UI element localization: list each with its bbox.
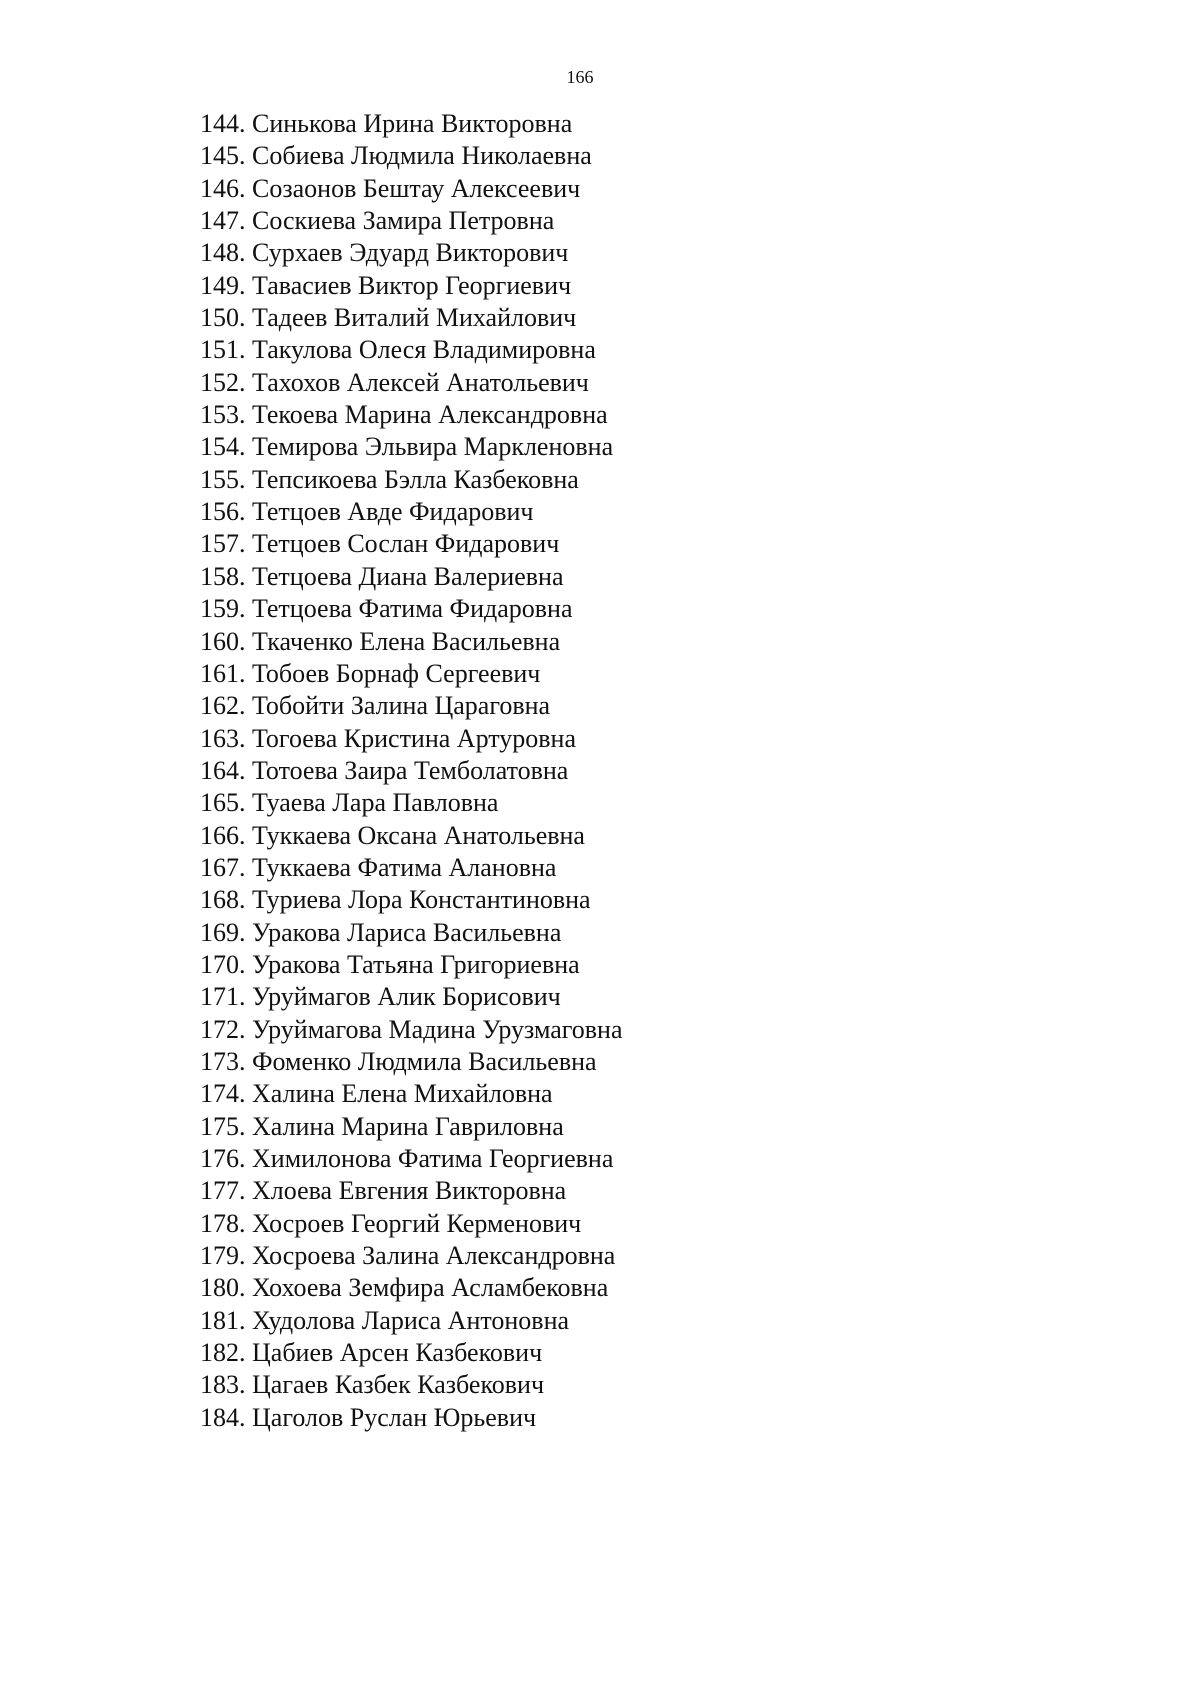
list-item (200, 658, 623, 690)
person-name: Туккаева Оксана Анатольевна (252, 820, 585, 850)
person-name: Туриева Лора Константиновна (252, 885, 591, 915)
person-name: Текоева Марина Александровна (252, 400, 608, 430)
list-item (200, 981, 623, 1013)
item-number: 180. (200, 1273, 246, 1303)
list-item (200, 1337, 623, 1369)
item-number: 179. (200, 1241, 246, 1271)
person-name: Тахохов Алексей Анатольевич (252, 367, 589, 397)
person-name: Цагаев Казбек Казбекович (252, 1370, 545, 1400)
page-number: 166 (566, 67, 594, 87)
item-number: 177. (200, 1176, 246, 1206)
person-name: Ткаченко Елена Васильевна (252, 626, 561, 656)
person-name: Цабиев Арсен Казбекович (252, 1338, 543, 1368)
item-number: 164. (200, 755, 246, 785)
item-number: 183. (200, 1370, 246, 1400)
item-number: 147. (200, 206, 246, 236)
person-name: Тадеев Виталий Михайлович (252, 303, 577, 333)
item-number: 145. (200, 141, 246, 171)
item-number: 153. (200, 400, 246, 430)
person-name: Фоменко Людмила Васильевна (252, 1046, 597, 1076)
person-name: Соскиева Замира Петровна (252, 206, 555, 236)
list-item (200, 496, 623, 528)
list-item (200, 1175, 623, 1207)
item-number: 144. (200, 109, 246, 138)
list-item (200, 593, 623, 625)
person-name: Уракова Лариса Васильевна (252, 917, 562, 947)
person-name: Хлоева Евгения Викторовна (252, 1176, 567, 1206)
person-name: Собиева Людмила Николаевна (252, 141, 592, 171)
item-number: 172. (200, 1014, 246, 1044)
person-name: Тепсикоева Бэлла Казбековна (252, 464, 579, 494)
list-item (200, 820, 623, 852)
list-item (200, 1305, 623, 1337)
list-item (200, 626, 623, 658)
item-number: 168. (200, 885, 246, 915)
person-name: Уруймагова Мадина Урузмаговна (252, 1014, 623, 1044)
list-item (200, 1046, 623, 1078)
item-number: 146. (200, 173, 246, 203)
person-name: Туккаева Фатима Алановна (252, 852, 557, 882)
item-number: 150. (200, 303, 246, 333)
list-item (200, 205, 623, 237)
item-number: 171. (200, 982, 246, 1012)
item-number: 155. (200, 464, 246, 494)
person-name: Уруймагов Алик Борисович (252, 982, 561, 1012)
item-number: 176. (200, 1144, 246, 1173)
item-number: 161. (200, 658, 246, 688)
list-item (200, 1240, 623, 1272)
person-name: Тобоев Борнаф Сергеевич (252, 658, 541, 688)
person-name: Тавасиев Виктор Георгиевич (252, 270, 572, 300)
item-number: 170. (200, 949, 246, 979)
list-item (200, 1014, 623, 1046)
item-number: 184. (200, 1402, 246, 1432)
list-item (200, 302, 623, 334)
list-item (200, 367, 623, 399)
person-name: Созаонов Бештау Алексеевич (252, 173, 581, 203)
item-number: 163. (200, 723, 246, 753)
list-item (200, 173, 623, 205)
list-item (200, 334, 623, 366)
list-item (200, 399, 623, 431)
item-number: 173. (200, 1046, 246, 1076)
list-item (200, 1272, 623, 1304)
person-name: Тетцоев Авде Фидарович (252, 497, 534, 527)
item-number: 160. (200, 626, 246, 656)
person-name: Тетцоева Фатима Фидаровна (252, 594, 573, 624)
list-item (200, 528, 623, 560)
list-item (200, 1208, 623, 1240)
list-item (200, 723, 623, 755)
item-number: 149. (200, 270, 246, 300)
person-name: Такулова Олеся Владимировна (252, 335, 596, 365)
list-item (200, 1078, 623, 1110)
item-number: 178. (200, 1208, 246, 1238)
list-item (200, 787, 623, 819)
person-name: Тетцоев Сослан Фидарович (252, 529, 560, 559)
person-name: Халина Елена Михайловна (252, 1079, 553, 1109)
list-item (200, 1111, 623, 1143)
person-name: Сурхаев Эдуард Викторович (252, 238, 569, 268)
person-name: Тобойти Залина Цараговна (252, 691, 551, 721)
person-name: Тогоева Кристина Артуровна (252, 723, 576, 753)
item-number: 165. (200, 788, 246, 818)
item-number: 167. (200, 852, 246, 882)
list-item (200, 1369, 623, 1401)
list-item (200, 884, 623, 916)
item-number: 162. (200, 691, 246, 721)
list-item (200, 464, 623, 496)
person-name: Хохоева Земфира Асламбековна (252, 1273, 609, 1303)
person-name: Тетцоева Диана Валериевна (252, 561, 564, 591)
person-name: Хосроева Залина Александровна (252, 1241, 616, 1271)
item-number: 159. (200, 594, 246, 624)
list-item (200, 237, 623, 269)
person-name: Темирова Эльвира Маркленовна (252, 432, 614, 462)
list-item (200, 755, 623, 787)
person-name: Худолова Лариса Антоновна (252, 1305, 570, 1335)
list-item (200, 852, 623, 884)
person-name: Хосроев Георгий Керменович (252, 1208, 582, 1238)
list-item (200, 690, 623, 722)
item-number: 157. (200, 529, 246, 559)
person-name: Уракова Татьяна Григориевна (252, 949, 580, 979)
list-item (200, 140, 623, 172)
person-name: Синькова Ирина Викторовна (252, 109, 573, 138)
person-name: Цаголов Руслан Юрьевич (252, 1402, 537, 1432)
person-name: Халина Марина Гавриловна (252, 1111, 564, 1141)
item-number: 158. (200, 561, 246, 591)
list-item (200, 1402, 623, 1434)
item-number: 182. (200, 1338, 246, 1368)
item-number: 174. (200, 1079, 246, 1109)
item-number: 148. (200, 238, 246, 268)
item-number: 175. (200, 1111, 246, 1141)
item-number: 156. (200, 497, 246, 527)
list-item (200, 917, 623, 949)
item-number: 181. (200, 1305, 246, 1335)
person-name: Химилонова Фатима Георгиевна (252, 1144, 614, 1173)
list-item (200, 108, 623, 140)
list-item (200, 1143, 623, 1175)
item-number: 166. (200, 820, 246, 850)
item-number: 169. (200, 917, 246, 947)
list-item (200, 270, 623, 302)
person-name: Тотоева Заира Темболатовна (252, 755, 569, 785)
list-item (200, 949, 623, 981)
item-number: 154. (200, 432, 246, 462)
item-number: 151. (200, 335, 246, 365)
list-item (200, 561, 623, 593)
item-number: 152. (200, 367, 246, 397)
list-item (200, 431, 623, 463)
person-name: Туаева Лара Павловна (252, 788, 499, 818)
name-list (200, 108, 623, 1434)
